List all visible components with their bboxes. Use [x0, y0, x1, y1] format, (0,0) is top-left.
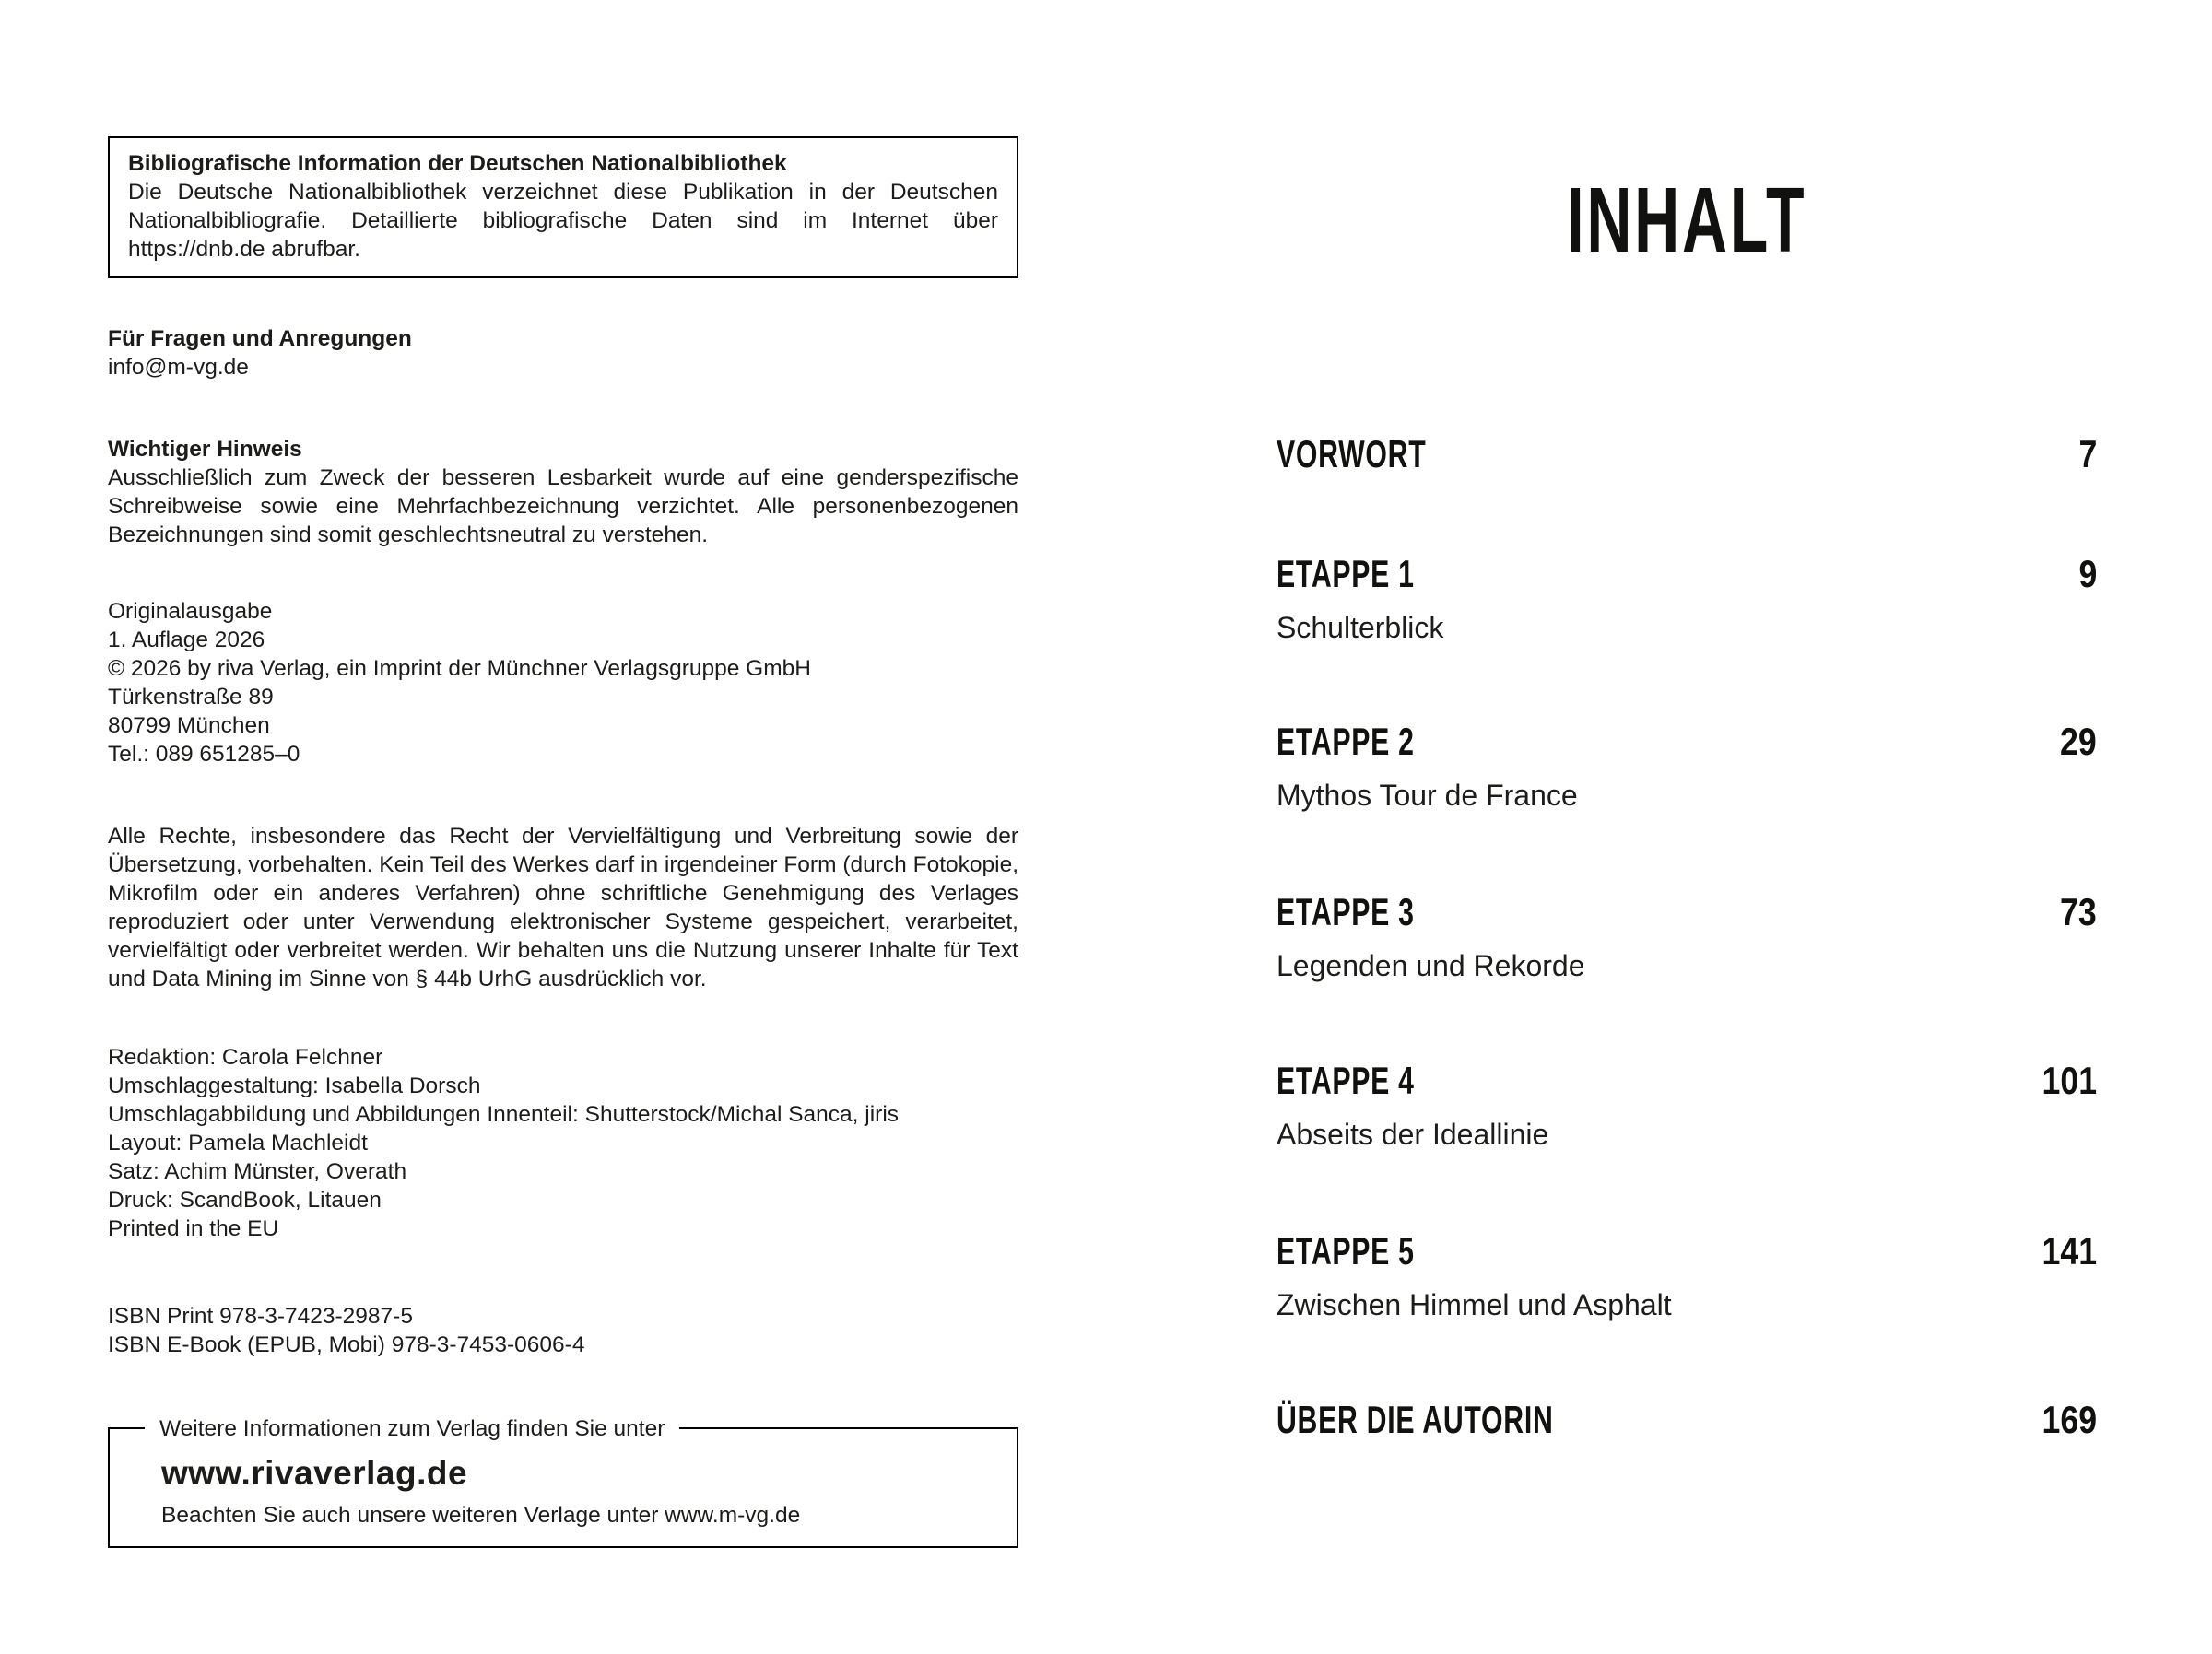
isbn-ebook: ISBN E-Book (EPUB, Mobi) 978-3-7453-0606-4	[108, 1332, 585, 1357]
toc-row	[1277, 1399, 2097, 1441]
toc-page-number: 29	[2060, 720, 2097, 763]
contact-title: Für Fragen und Anregungen	[108, 326, 412, 351]
bibliographic-info-box	[108, 136, 1018, 278]
toc-entry-ueber-die-autorin	[1277, 1399, 2097, 1441]
credits-line: Umschlagabbildung und Abbildungen Innenteil: Shutterstock/Michal Sanca, jiris	[108, 1102, 900, 1127]
toc-page-number: 101	[2041, 1059, 2097, 1102]
toc-entry-etappe-1	[1277, 553, 2097, 645]
toc-subtitle: Mythos Tour de France	[1277, 779, 1578, 812]
toc-page-number: 73	[2060, 890, 2097, 933]
toc-subtitle: Abseits der Ideallinie	[1277, 1118, 1549, 1151]
isbn-print: ISBN Print 978-3-7423-2987-5	[108, 1304, 413, 1329]
edition-line: 1. Auflage 2026	[108, 628, 265, 652]
edition-block	[108, 597, 1018, 768]
notice-title: Wichtiger Hinweis	[108, 437, 302, 462]
toc-page-number: 169	[2041, 1398, 2097, 1441]
edition-line: Türkenstraße 89	[108, 685, 274, 710]
toc-row	[1277, 721, 2097, 763]
toc-subtitle: Schulterblick	[1277, 611, 1444, 644]
bibliographic-info-title: Bibliografische Information der Deutschen Nationalbibliothek	[128, 151, 787, 176]
publisher-note: Beachten Sie auch unsere weiteren Verlage unter www.m-vg.de	[161, 1503, 801, 1528]
toc-entry-etappe-4	[1277, 1060, 2097, 1152]
toc-label: VORWORT	[1277, 432, 1427, 475]
credits-line: Druck: ScandBook, Litauen	[108, 1188, 382, 1213]
contact-email: info@m-vg.de	[108, 355, 249, 380]
toc-subtitle: Zwischen Himmel und Asphalt	[1277, 1288, 1672, 1321]
toc-entry-etappe-5	[1277, 1230, 2097, 1322]
toc-row	[1277, 553, 2097, 595]
toc-entry-vorwort	[1277, 433, 2097, 475]
edition-line: © 2026 by riva Verlag, ein Imprint der Münchner Verlagsgruppe GmbH	[108, 656, 811, 681]
publisher-box-legend: Weitere Informationen zum Verlag finden Sie unter	[145, 1414, 679, 1443]
toc-label: ÜBER DIE AUTORIN	[1277, 1398, 1554, 1441]
credits-line: Redaktion: Carola Felchner	[108, 1045, 383, 1070]
toc-page-number: 7	[2078, 432, 2097, 475]
toc-label: ETAPPE 3	[1277, 890, 1415, 933]
toc-entry-etappe-2	[1277, 721, 2097, 813]
toc-label: ETAPPE 4	[1277, 1059, 1415, 1102]
toc-row	[1277, 1230, 2097, 1273]
toc-subtitle: Legenden und Rekorde	[1277, 949, 1585, 982]
contact-block	[108, 324, 1018, 381]
edition-line: Originalausgabe	[108, 599, 273, 624]
bibliographic-info-body: Die Deutsche Nationalbibliothek verzeichnet diese Publikation in der Deutschen Nationalbibliografie. Detaillierte bibliografische Daten sind im Internet über https://dnb.de abrufbar.	[128, 180, 998, 262]
notice-block	[108, 435, 1018, 549]
toc-label: ETAPPE 1	[1277, 552, 1415, 595]
credits-line: Printed in the EU	[108, 1216, 279, 1241]
toc-row	[1277, 891, 2097, 933]
edition-line: Tel.: 089 651285–0	[108, 742, 300, 767]
rights-paragraph: Alle Rechte, insbesondere das Recht der Vervielfältigung und Verbreitung sowie der Übersetzung, vorbehalten. Kein Teil des Werkes darf in irgendeiner Form (durch Fotokopie, Mikrofilm oder ein anderes Verfahren) ohne schriftliche Genehmigung des Verlages reproduziert oder unter Verwendung elektronischer Systeme gespeichert, verarbeitet, vervielfältigt oder verbreitet werden. Wir behalten uns die Nutzung unserer Inhalte für Text und Data Mining im Sinne von § 44b UrhG ausdrücklich vor.	[108, 824, 1018, 991]
contents-page	[1277, 0, 2097, 1654]
toc-row	[1277, 1060, 2097, 1102]
toc-page-number: 9	[2078, 552, 2097, 595]
imprint-page	[108, 136, 1018, 1548]
toc-page-number: 141	[2041, 1229, 2097, 1273]
credits-block	[108, 1043, 1018, 1243]
toc-label: ETAPPE 2	[1277, 720, 1415, 763]
notice-body: Ausschließlich zum Zweck der besseren Lesbarkeit wurde auf eine genderspezifische Schreibweise sowie eine Mehrfachbezeichnung verzichtet. Alle personenbezogenen Bezeichnungen sind somit geschlechtsneutral zu verstehen.	[108, 465, 1018, 547]
publisher-url: www.rivaverlag.de	[161, 1454, 468, 1492]
toc-entry-etappe-3	[1277, 891, 2097, 983]
credits-line: Umschlaggestaltung: Isabella Dorsch	[108, 1073, 481, 1098]
toc-label: ETAPPE 5	[1277, 1229, 1415, 1273]
credits-line: Satz: Achim Münster, Overath	[108, 1159, 407, 1184]
credits-line: Layout: Pamela Machleidt	[108, 1131, 368, 1155]
isbn-block	[108, 1302, 1018, 1359]
publisher-info-box	[108, 1416, 1018, 1548]
toc-row	[1277, 433, 2097, 475]
edition-line: 80799 München	[108, 713, 270, 738]
page-title: INHALT	[1566, 169, 1807, 272]
